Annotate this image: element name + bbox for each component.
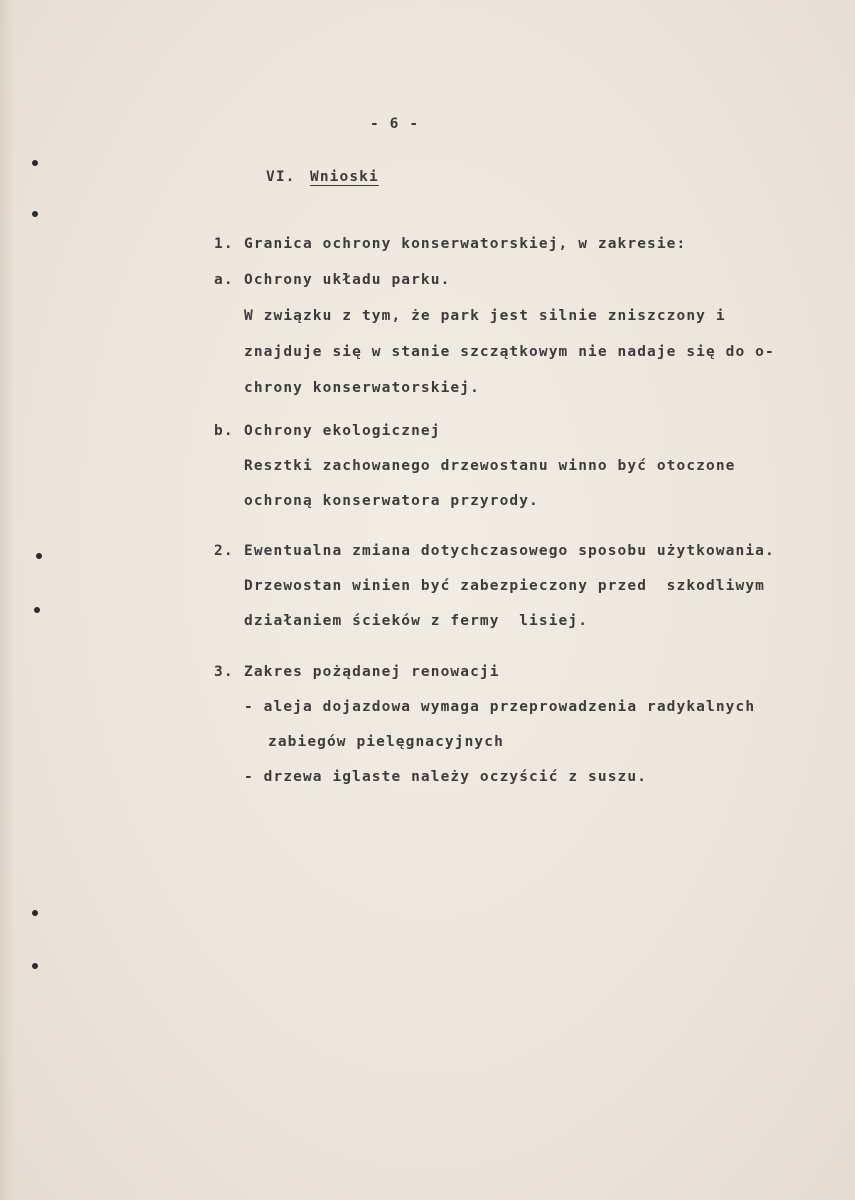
- item-text: Ewentualna zmiana dotychczasowego sposobu użytkowania.: [244, 543, 775, 559]
- item-letter: b.: [214, 423, 234, 439]
- item-number: 2.: [214, 543, 234, 559]
- item-letter: a.: [214, 272, 234, 288]
- paragraph-line: chrony konserwatorskiej.: [244, 380, 480, 396]
- page-number: - 6 -: [370, 116, 420, 132]
- paragraph-line: W związku z tym, że park jest silnie zniszczony i: [244, 308, 726, 324]
- punch-hole: [32, 963, 38, 969]
- page-edge-shadow: [0, 0, 14, 1200]
- item-text: Ochrony układu parku.: [244, 272, 451, 288]
- punch-hole: [32, 910, 38, 916]
- item-text: Granica ochrony konserwatorskiej, w zakresie:: [244, 236, 687, 252]
- list-line: zabiegów pielęgnacyjnych: [268, 734, 504, 750]
- section-title: Wnioski: [310, 169, 379, 185]
- list-line: - aleja dojazdowa wymaga przeprowadzenia radykalnych: [244, 699, 756, 715]
- item-text: Ochrony ekologicznej: [244, 423, 441, 439]
- paragraph-line: działaniem ścieków z fermy lisiej.: [244, 613, 589, 629]
- paragraph-line: Resztki zachowanego drzewostanu winno być otoczone: [244, 458, 736, 474]
- section-numeral: VI.: [266, 169, 296, 185]
- punch-hole: [32, 211, 38, 217]
- punch-hole: [34, 607, 40, 613]
- paragraph-line: Drzewostan winien być zabezpieczony przed szkodliwym: [244, 578, 765, 594]
- punch-hole: [36, 553, 42, 559]
- paragraph-line: znajduje się w stanie szczątkowym nie nadaje się do o-: [244, 344, 775, 360]
- paragraph-line: ochroną konserwatora przyrody.: [244, 493, 539, 509]
- item-text: Zakres pożądanej renowacji: [244, 664, 500, 680]
- list-line: - drzewa iglaste należy oczyścić z suszu.: [244, 769, 648, 785]
- item-number: 3.: [214, 664, 234, 680]
- item-number: 1.: [214, 236, 234, 252]
- punch-hole: [32, 160, 38, 166]
